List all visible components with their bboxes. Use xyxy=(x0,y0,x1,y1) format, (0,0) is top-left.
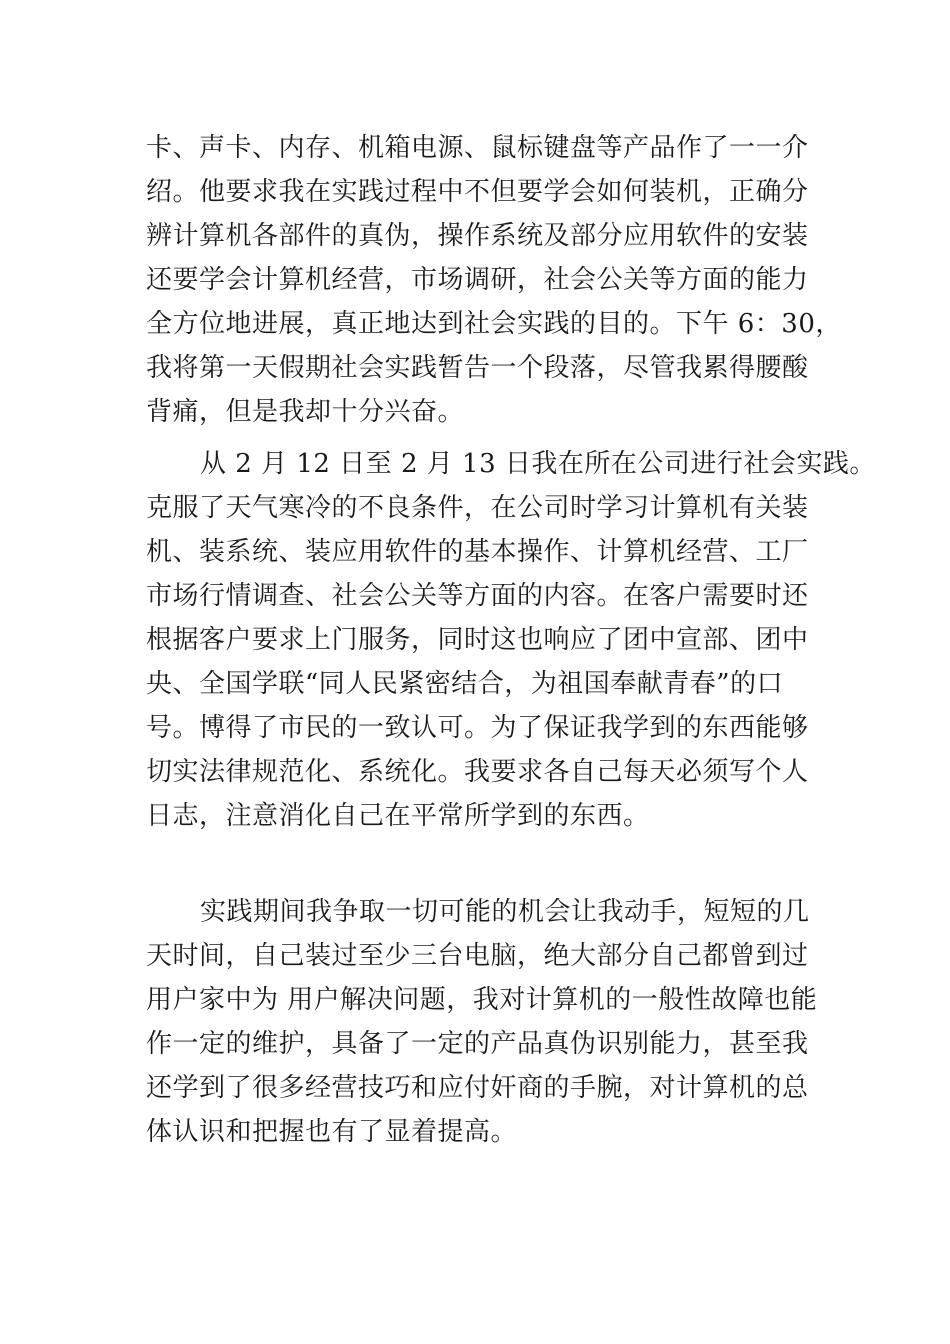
text-line: 号。博得了市民的一致认可。为了保证我学到的东西能够 xyxy=(146,713,809,743)
text-line: 还要学会计算机经营，市场调研，社会公关等方面的能力 xyxy=(146,265,809,295)
text-line: 卡、声卡、内存、机箱电源、鼠标键盘等产品作了一一介 xyxy=(146,133,809,163)
text-line: 切实法律规范化、系统化。我要求各自己每天必须写个人 xyxy=(146,757,809,787)
text-line: 体认识和把握也有了显着提高。 xyxy=(146,1117,518,1147)
text-line: 绍。他要求我在实践过程中不但要学会如何装机，正确分 xyxy=(146,177,809,207)
text-line: 克服了天气寒冷的不良条件，在公司时学习计算机有关装 xyxy=(146,493,809,523)
document-body xyxy=(146,126,876,1154)
text-line: 天时间，自己装过至少三台电脑，绝大部分自己都曾到过 xyxy=(146,941,809,971)
paragraph-2 xyxy=(146,442,876,882)
text-line: 背痛，但是我却十分兴奋。 xyxy=(146,397,465,427)
text-line: 还学到了很多经营技巧和应付奸商的手腕，对计算机的总 xyxy=(146,1073,809,1103)
text-line: 根据客户要求上门服务，同时这也响应了团中宣部、团中 xyxy=(146,625,809,655)
text-line-indented: 实践期间我争取一切可能的机会让我动手，短短的几 xyxy=(200,897,810,927)
text-line: 我将第一天假期社会实践暂告一个段落，尽管我累得腰酸 xyxy=(146,353,809,383)
text-line: 用户家中为 用户解决问题，我对计算机的一般性故障也能 xyxy=(146,985,818,1015)
paragraph-1 xyxy=(146,126,842,434)
text-line xyxy=(146,838,816,882)
text-line: 全方位地进展，真正地达到社会实践的目的。下午 6：30， xyxy=(146,309,842,339)
text-line: 市场行情调查、社会公关等方面的内容。在客户需要时还 xyxy=(146,581,809,611)
text-line: 辨计算机各部件的真伪，操作系统及部分应用软件的安装 xyxy=(146,221,809,251)
text-line: 日志，注意消化自己在平常所学到的东西。 xyxy=(146,801,650,831)
text-line-indented: 从 2 月 12 日至 2 月 13 日我在所在公司进行社会实践。 xyxy=(200,449,876,479)
text-line: 作一定的维护，具备了一定的产品真伪识别能力，甚至我 xyxy=(146,1029,809,1059)
text-line: 机、装系统、装应用软件的基本操作、计算机经营、工厂 xyxy=(146,537,809,567)
paragraph-3 xyxy=(146,890,816,1154)
text-line: 央、全国学联“同人民紧密结合，为祖国奉献青春”的口 xyxy=(146,669,784,699)
